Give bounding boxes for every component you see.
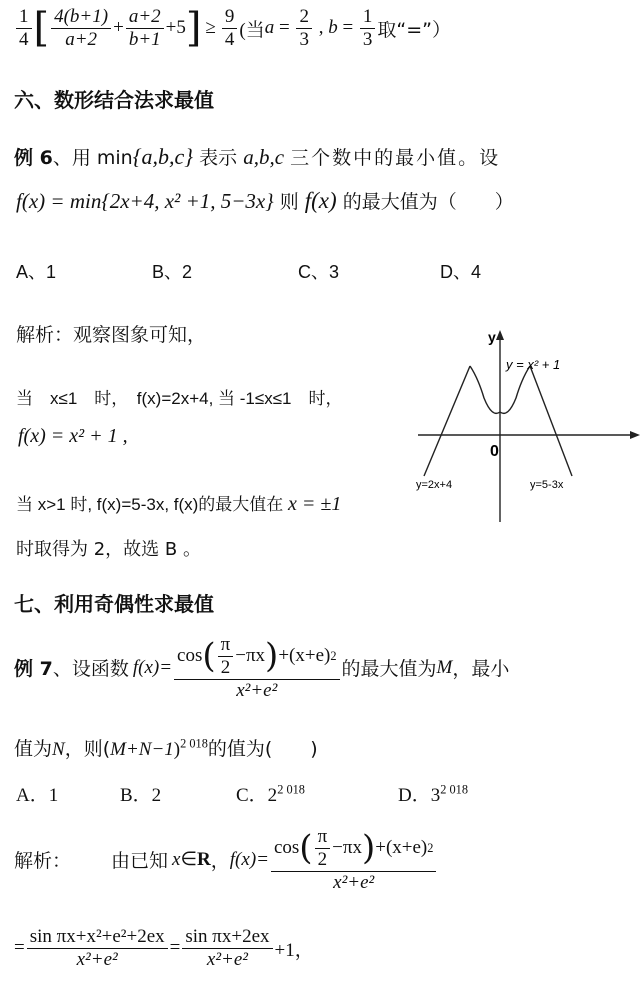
option-d: D、4 [440, 262, 482, 282]
solution-6-line3: f(x) = x² + 1 , [18, 425, 128, 447]
var-b: b [328, 17, 338, 39]
curve-label: y = x² + 1 [506, 357, 561, 372]
fraction-pi2: $\frac{\pi}{2}$ [315, 826, 331, 871]
var-m: M [436, 656, 453, 678]
math-set: {2x+4, x² +1, 5−3x} [101, 189, 274, 213]
math-term: −πx [332, 837, 362, 859]
fraction-a: $\frac{2}{3}$ [296, 6, 312, 51]
option-7-c: C．$2^{2 018}$ [236, 782, 305, 806]
text: 表示 [199, 147, 238, 169]
fraction-step1: $\frac{\text{sin πx+x²+e²+2ex}}{\text{x²+e²}}$ [27, 926, 168, 971]
comma: ， [210, 850, 230, 873]
right-line-label: y=5-3x [530, 479, 564, 491]
text: 的值为( ) [207, 738, 318, 760]
x-axis-arrow-icon [630, 431, 640, 439]
var-n: N [52, 739, 65, 760]
solution-6-line2: 当 x≤1 时， f(x)=2x+4, 当 -1≤x≤1 时， [16, 389, 343, 408]
math-term: +(x+e) [278, 645, 331, 667]
math-fx: f(x) [304, 188, 337, 213]
solution-6-line5: 时取得为 2，故选 B 。 [16, 539, 201, 560]
math-term: −πx [235, 645, 266, 667]
y-axis-arrow-icon [496, 330, 504, 340]
option-7-d: D．$3^{2 018}$ [398, 782, 469, 806]
line-5-minus-3x [530, 366, 572, 476]
reals-r: R [197, 848, 211, 870]
example-6-line2 [16, 187, 514, 214]
option-a: A、1 [16, 262, 57, 282]
fraction-term2: $\frac{a+2}{b+1}$ [126, 6, 164, 51]
equals-sign: = [14, 937, 25, 959]
text: 三个数中的最小值。设 [290, 147, 501, 169]
text: 、用 min [52, 147, 133, 169]
text: 、设函数 [52, 658, 129, 681]
section-7-heading: 七、利用奇偶性求最值 [14, 592, 214, 616]
paren: ) [361, 828, 376, 869]
equals-sign: = [337, 17, 358, 39]
solution-6-line4 [16, 490, 341, 516]
option-c: C、3 [298, 262, 340, 282]
math-term: +(x+e) [375, 837, 428, 859]
var-x: x [172, 848, 181, 870]
condition-close: 取“=”） [377, 18, 452, 41]
y-axis-label: y [488, 329, 496, 345]
denominator: x²+e² [236, 679, 278, 701]
text: ，则( [64, 738, 111, 760]
fraction-term1: $\frac{4(b+1)}{a+2}$ [51, 6, 111, 51]
fraction-step2: $\frac{\text{sin πx+2ex}}{\text{x²+e²}}$ [182, 926, 272, 971]
function-graph [410, 326, 640, 526]
text: +1， [274, 939, 314, 961]
text: 则 [279, 191, 299, 213]
equals-sign: = [169, 937, 181, 959]
comma: , [313, 17, 329, 39]
fraction-f7-solution: cos ( $\frac{\pi}{2}$ −πx ) +(x+e) 2 x²+e² [271, 826, 436, 894]
solution-6-line1: 解析：观察图象可知， [16, 324, 207, 346]
example-7-line1 [14, 634, 509, 702]
math-set: {a,b,c} [132, 144, 194, 169]
example-7-line2 [14, 734, 318, 761]
math-fx: f(x)= [229, 848, 269, 870]
fraction-quarter: $\frac{1}{4}$ [16, 6, 32, 51]
paren: ) [265, 636, 279, 677]
right-bracket: ] [185, 5, 202, 52]
option-7-b: B．2 [120, 785, 162, 806]
condition-open: (当 [239, 19, 265, 41]
example-6-line1 [14, 143, 500, 170]
text: ，最小 [452, 658, 510, 681]
text: 的最大值为 [341, 658, 437, 681]
text: 的最大值为（ ） [342, 191, 514, 213]
equals-sign: = [274, 17, 295, 39]
solution-7-line2 [14, 926, 314, 971]
option-7-a: A．1 [16, 785, 59, 806]
cos-text: cos [177, 645, 203, 667]
fraction-pi2: $\frac{\pi}{2}$ [218, 634, 234, 679]
exponent: 2 018 [180, 736, 208, 751]
text: 当 x>1 时, f(x)=5-3x, f(x)的最大值在 [16, 495, 284, 514]
plus-sign: + [113, 17, 124, 39]
math-fx: f(x) = min [16, 189, 102, 213]
fraction-rhs: $\frac{9}{4}$ [222, 6, 238, 51]
example-label: 例 7 [14, 658, 53, 681]
denominator: x²+e² [333, 871, 375, 893]
var-a: a [264, 17, 275, 39]
origin-label: 0 [490, 443, 499, 460]
text: ) [173, 739, 181, 760]
left-bracket: [ [33, 5, 50, 52]
text: 由已知 [111, 850, 169, 873]
fraction-f7: cos ( $\frac{\pi}{2}$ −πx ) +(x+e) 2 x²+e² [174, 634, 339, 702]
inequality-line [14, 6, 451, 51]
element-of: ∈ [180, 849, 198, 871]
option-b: B、2 [152, 262, 193, 282]
left-line-label: y=2x+4 [416, 479, 453, 491]
geq-sign: ≥ [205, 17, 216, 39]
text: 值为 [14, 738, 53, 760]
plus-five: +5 [165, 17, 186, 39]
solution-label: 解析： [14, 850, 72, 873]
paren: ( [299, 828, 313, 869]
solution-7-line1 [14, 826, 438, 894]
math-vars: a,b,c [243, 145, 285, 169]
section-6-heading: 六、数形结合法求最值 [14, 88, 214, 112]
math-fx: f(x)= [132, 656, 173, 678]
fraction-b: $\frac{1}{3}$ [360, 6, 376, 51]
math-x-pm1: x = ±1 [288, 493, 342, 515]
line-2x-plus-4 [424, 366, 470, 476]
example-label: 例 6 [14, 147, 53, 169]
paren: ( [202, 636, 216, 677]
math-expr: M+N−1 [110, 739, 174, 760]
cos-text: cos [273, 837, 300, 859]
